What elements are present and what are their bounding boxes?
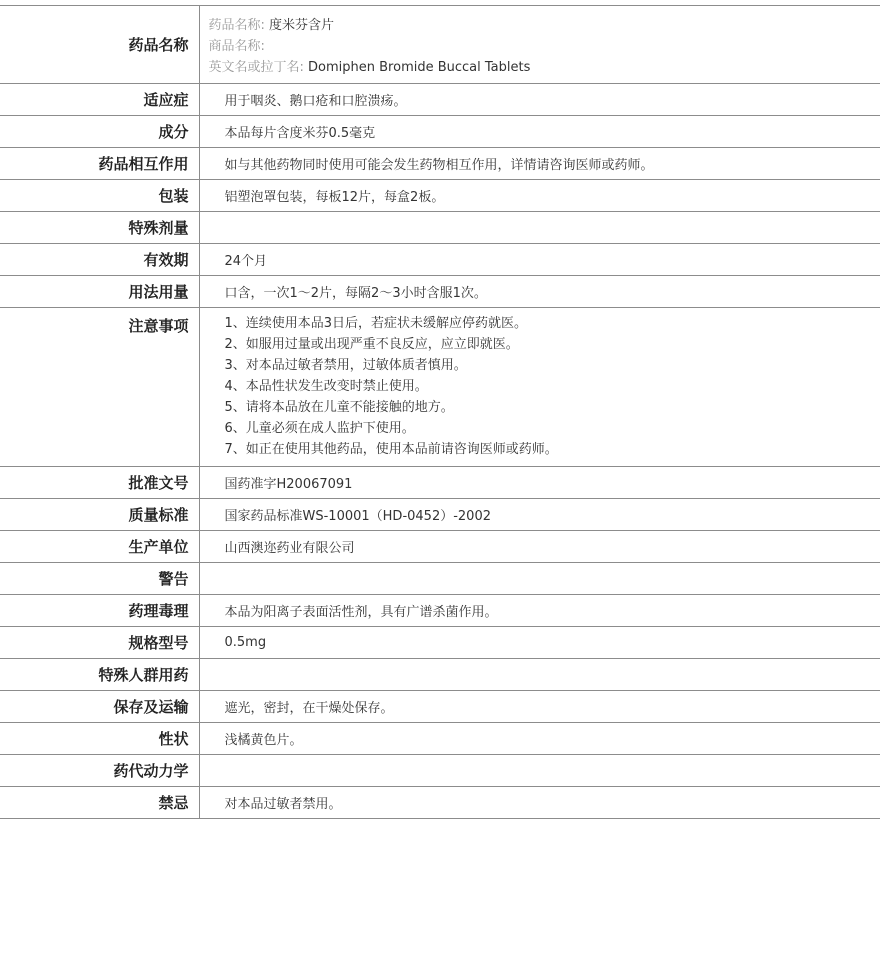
row-label: 警告	[0, 563, 199, 595]
table-row	[0, 116, 880, 148]
precautions-list	[199, 308, 880, 467]
precaution-item: 6、儿童必须在成人监护下使用。	[224, 421, 415, 436]
precaution-item: 5、请将本品放在儿童不能接触的地方。	[224, 400, 454, 415]
row-label: 成分	[0, 116, 199, 148]
table-row	[0, 84, 880, 116]
row-label: 有效期	[0, 244, 199, 276]
generic-name-key: 药品名称:	[208, 18, 265, 33]
table-row	[0, 563, 880, 595]
row-value	[199, 659, 880, 691]
row-value: 遮光，密封，在干燥处保存。	[224, 701, 394, 716]
row-label: 适应症	[0, 84, 199, 116]
table-row	[0, 276, 880, 308]
row-value: 对本品过敏者禁用。	[224, 797, 342, 812]
precaution-item: 2、如服用过量或出现严重不良反应，应立即就医。	[224, 337, 519, 352]
table-row	[0, 723, 880, 755]
row-precautions	[0, 308, 880, 467]
english-name-key: 英文名或拉丁名:	[208, 60, 304, 75]
table-row	[0, 244, 880, 276]
english-name-value: Domiphen Bromide Buccal Tablets	[308, 60, 531, 75]
row-label: 药代动力学	[0, 755, 199, 787]
row-label: 性状	[0, 723, 199, 755]
row-label: 生产单位	[0, 531, 199, 563]
row-value: 如与其他药物同时使用可能会发生药物相互作用，详情请咨询医师或药师。	[224, 158, 654, 173]
table-row	[0, 691, 880, 723]
row-label: 包装	[0, 180, 199, 212]
row-value	[199, 563, 880, 595]
generic-name-line	[209, 15, 880, 36]
row-label: 特殊人群用药	[0, 659, 199, 691]
drug-info-table	[0, 5, 880, 819]
row-value: 口含，一次1～2片，每隔2～3小时含服1次。	[224, 286, 487, 301]
row-value: 用于咽炎、鹅口疮和口腔溃疡。	[224, 94, 407, 109]
table-row	[0, 659, 880, 691]
table-row	[0, 467, 880, 499]
row-value: 浅橘黄色片。	[224, 733, 303, 748]
english-name-line	[209, 57, 880, 78]
row-value: 国药准字H20067091	[224, 477, 353, 492]
table-row	[0, 212, 880, 244]
row-label: 保存及运输	[0, 691, 199, 723]
table-row	[0, 755, 880, 787]
row-label: 禁忌	[0, 787, 199, 819]
table-row	[0, 180, 880, 212]
generic-name-value: 度米芬含片	[269, 18, 335, 33]
row-value: 山西澳迩药业有限公司	[224, 541, 355, 556]
row-label: 药品名称	[0, 6, 199, 84]
row-label: 药理毒理	[0, 595, 199, 627]
row-value: 24个月	[224, 254, 268, 269]
row-drug-name	[0, 6, 880, 84]
row-label: 批准文号	[0, 467, 199, 499]
precaution-item: 7、如正在使用其他药品，使用本品前请咨询医师或药师。	[224, 442, 558, 457]
row-value: 0.5mg	[224, 635, 267, 650]
row-label: 药品相互作用	[0, 148, 199, 180]
row-label: 注意事项	[0, 308, 199, 467]
table-row	[0, 627, 880, 659]
row-label: 规格型号	[0, 627, 199, 659]
row-label: 用法用量	[0, 276, 199, 308]
row-value: 铝塑泡罩包装，每板12片，每盒2板。	[224, 190, 445, 205]
table-row	[0, 595, 880, 627]
precaution-item: 4、本品性状发生改变时禁止使用。	[224, 379, 428, 394]
table-row	[0, 148, 880, 180]
drug-name-block	[199, 6, 880, 84]
table-row	[0, 531, 880, 563]
row-value	[199, 755, 880, 787]
trade-name-line	[209, 36, 880, 57]
precaution-item: 3、对本品过敏者禁用，过敏体质者慎用。	[224, 358, 467, 373]
precaution-item: 1、连续使用本品3日后，若症状未缓解应停药就医。	[224, 316, 528, 331]
table-row	[0, 787, 880, 819]
row-label: 质量标准	[0, 499, 199, 531]
row-value	[199, 212, 880, 244]
row-value: 本品每片含度米芬0.5毫克	[224, 126, 376, 141]
row-label: 特殊剂量	[0, 212, 199, 244]
row-value: 国家药品标准WS-10001（HD-0452）-2002	[224, 509, 491, 524]
table-row	[0, 499, 880, 531]
trade-name-key: 商品名称:	[208, 39, 265, 54]
row-value: 本品为阳离子表面活性剂，具有广谱杀菌作用。	[224, 605, 498, 620]
